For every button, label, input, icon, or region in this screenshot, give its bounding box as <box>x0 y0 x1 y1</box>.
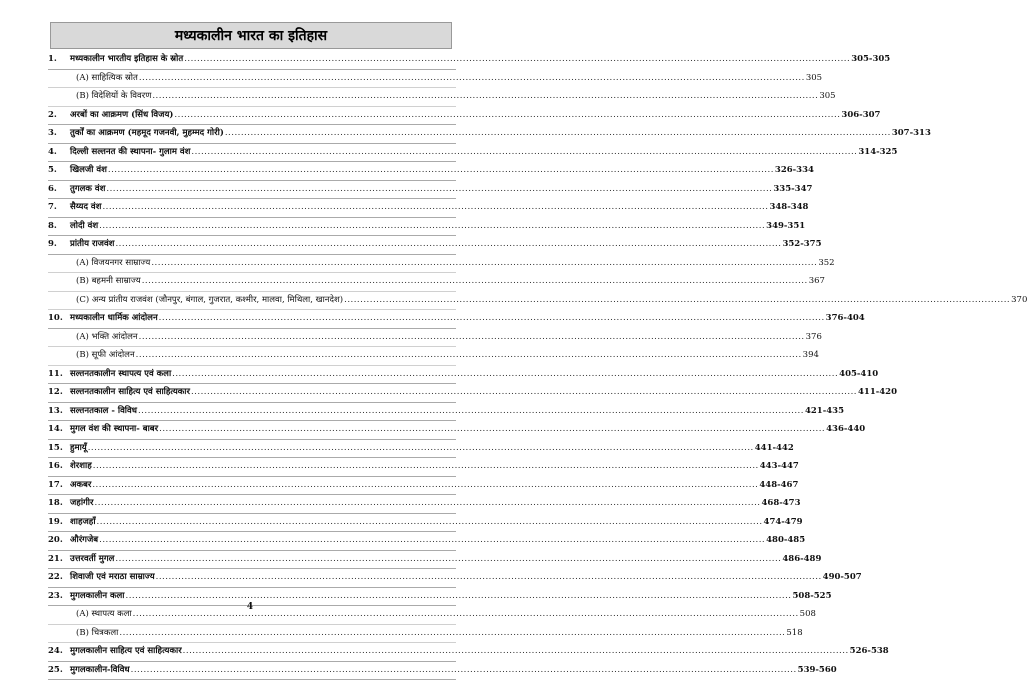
toc-entry-number: 8. <box>48 218 70 236</box>
toc-entry-pages: 539-560 <box>797 662 837 680</box>
dot-leader <box>106 181 772 199</box>
toc-entry-pages: 376 <box>805 329 822 347</box>
toc-entry <box>48 440 456 459</box>
toc-entry-label: (A) साहित्यिक स्रोत <box>76 70 139 88</box>
table-of-contents <box>48 51 456 680</box>
toc-entry-label: (B) सूफी आंदोलन <box>76 347 136 365</box>
toc-entry-pages: 314-325 <box>857 144 897 162</box>
toc-entry-number: 12. <box>48 384 70 402</box>
toc-entry-label: प्रांतीय राजवंश <box>70 236 115 254</box>
dot-leader <box>108 162 774 180</box>
toc-entry-label: शाहजहाँ <box>70 514 97 532</box>
toc-entry-number: 24. <box>48 643 70 661</box>
toc-entry-pages: 518 <box>785 625 802 643</box>
toc-entry-pages: 352 <box>817 255 834 273</box>
toc-entry-pages: 305 <box>818 88 835 106</box>
toc-entry-label: मुगलकालीन कला <box>70 588 126 606</box>
toc-entry-number: 9. <box>48 236 70 254</box>
dot-leader <box>97 514 763 532</box>
dot-leader <box>142 273 808 291</box>
toc-entry-label: दिल्ली सल्तनत की स्थापना- गुलाम वंश <box>70 144 191 162</box>
toc-entry-label: उत्तरवर्ती मुगल <box>70 551 115 569</box>
dot-leader <box>139 70 805 88</box>
dot-leader <box>95 495 761 513</box>
dot-leader <box>99 218 765 236</box>
toc-entry <box>48 366 456 385</box>
toc-entry <box>48 569 456 588</box>
dot-leader <box>184 51 850 69</box>
dot-leader <box>156 569 822 587</box>
toc-entry-label: अरबों का आक्रमण (सिंध विजय) <box>70 107 174 125</box>
toc-entry-number: 13. <box>48 403 70 421</box>
toc-entry-label: मुगलकालीन-विविध <box>70 662 131 680</box>
dot-leader <box>191 144 857 162</box>
toc-entry-label: (B) चित्रकला <box>76 625 119 643</box>
toc-entry-number: 23. <box>48 588 70 606</box>
toc-entry-label: खिलजी वंश <box>70 162 108 180</box>
toc-entry <box>48 421 456 440</box>
toc-subentry <box>48 292 456 311</box>
toc-entry <box>48 477 456 496</box>
toc-entry-label: (A) विजयनगर साम्राज्य <box>76 255 151 273</box>
toc-entry-pages: 526-538 <box>849 643 889 661</box>
dot-leader <box>152 88 818 106</box>
toc-entry-number: 15. <box>48 440 70 458</box>
page-title: मध्यकालीन भारत का इतिहास <box>50 22 452 49</box>
toc-entry-number: 3. <box>48 125 70 143</box>
toc-entry-label: औरंगजेब <box>70 532 99 550</box>
toc-entry <box>48 384 456 403</box>
toc-entry <box>48 162 456 181</box>
toc-entry-number: 1. <box>48 51 70 69</box>
toc-subentry <box>48 88 456 107</box>
toc-entry-pages: 367 <box>808 273 825 291</box>
toc-entry-pages: 394 <box>802 347 819 365</box>
toc-entry-pages: 474-479 <box>763 514 803 532</box>
toc-entry-number: 20. <box>48 532 70 550</box>
dot-leader <box>115 551 781 569</box>
toc-entry-label: हुमायूँ <box>70 440 88 458</box>
toc-entry <box>48 125 456 144</box>
toc-entry-pages: 370 <box>1010 292 1027 310</box>
toc-entry-number: 19. <box>48 514 70 532</box>
toc-entry-number: 2. <box>48 107 70 125</box>
toc-subentry <box>48 347 456 366</box>
dot-leader <box>99 532 765 550</box>
toc-entry <box>48 236 456 255</box>
toc-entry-pages: 490-507 <box>822 569 862 587</box>
toc-entry-number: 22. <box>48 569 70 587</box>
dot-leader <box>183 643 849 661</box>
toc-entry-pages: 352-375 <box>781 236 821 254</box>
toc-subentry <box>48 273 456 292</box>
toc-entry <box>48 551 456 570</box>
toc-entry-pages: 421-435 <box>804 403 844 421</box>
toc-entry-pages: 305 <box>805 70 822 88</box>
page-number: 4 <box>0 602 500 612</box>
dot-leader <box>93 458 759 476</box>
dot-leader <box>225 125 891 143</box>
toc-entry-pages: 486-489 <box>781 551 821 569</box>
toc-entry-pages: 349-351 <box>765 218 805 236</box>
toc-subentry <box>48 255 456 274</box>
toc-entry <box>48 181 456 200</box>
toc-entry-label: शेरशाह <box>70 458 93 476</box>
toc-entry <box>48 107 456 126</box>
toc-entry-number: 5. <box>48 162 70 180</box>
toc-entry-pages: 376-404 <box>825 310 865 328</box>
dot-leader <box>131 662 797 680</box>
toc-entry-label: तुगलक वंश <box>70 181 106 199</box>
toc-entry <box>48 458 456 477</box>
toc-entry <box>48 532 456 551</box>
toc-entry <box>48 643 456 662</box>
toc-entry-label: मुगलकालीन साहित्य एवं साहित्यकार <box>70 643 183 661</box>
toc-entry-pages: 448-467 <box>758 477 798 495</box>
toc-entry-pages: 348-348 <box>768 199 808 217</box>
toc-entry-number: 6. <box>48 181 70 199</box>
toc-entry-label: सल्तनतकाल - विविध <box>70 403 138 421</box>
dot-leader <box>344 292 1010 310</box>
toc-entry-label: सल्तनतकालीन स्थापत्य एवं कला <box>70 366 172 384</box>
toc-entry-label: सैय्यद वंश <box>70 199 102 217</box>
toc-entry <box>48 51 456 70</box>
dot-leader <box>172 366 838 384</box>
toc-entry <box>48 662 456 680</box>
toc-entry-number: 4. <box>48 144 70 162</box>
toc-entry-pages: 508 <box>799 606 816 624</box>
toc-entry-pages: 306-307 <box>840 107 880 125</box>
dot-leader <box>174 107 840 125</box>
toc-entry-number: 17. <box>48 477 70 495</box>
toc-entry <box>48 514 456 533</box>
toc-entry-number: 21. <box>48 551 70 569</box>
toc-subentry <box>48 625 456 644</box>
toc-entry-label: लोदी वंश <box>70 218 99 236</box>
dot-leader <box>119 625 785 643</box>
toc-entry <box>48 199 456 218</box>
dot-leader <box>159 310 825 328</box>
toc-entry-label: जहांगीर <box>70 495 95 513</box>
toc-entry-pages: 305-305 <box>850 51 890 69</box>
toc-entry-pages: 326-334 <box>774 162 814 180</box>
toc-entry-label: मध्यकालीन भारतीय इतिहास के स्रोत <box>70 51 184 69</box>
toc-entry-label: तुर्कों का आक्रमण (महमूद गजनवी, मुहम्मद गोरी) <box>70 125 225 143</box>
toc-entry-label: मध्यकालीन धार्मिक आंदोलन <box>70 310 159 328</box>
toc-entry-number: 16. <box>48 458 70 476</box>
toc-entry-pages: 411-420 <box>857 384 897 402</box>
toc-entry-number: 14. <box>48 421 70 439</box>
dot-leader <box>191 384 857 402</box>
toc-entry-label: (B) बहमनी साम्राज्य <box>76 273 142 291</box>
toc-entry <box>48 403 456 422</box>
toc-entry <box>48 144 456 163</box>
dot-leader <box>159 421 825 439</box>
toc-entry-pages: 508-525 <box>792 588 832 606</box>
toc-entry-pages: 480-485 <box>765 532 805 550</box>
toc-entry-pages: 468-473 <box>761 495 801 513</box>
toc-entry-number: 11. <box>48 366 70 384</box>
dot-leader <box>115 236 781 254</box>
toc-entry-label: सल्तनतकालीन साहित्य एवं साहित्यकार <box>70 384 191 402</box>
toc-entry <box>48 310 456 329</box>
toc-entry <box>48 495 456 514</box>
toc-entry-pages: 436-440 <box>825 421 865 439</box>
toc-entry-label: (B) विदेशियों के विवरण <box>76 88 152 106</box>
toc-entry-label: (A) भक्ति आंदोलन <box>76 329 139 347</box>
dot-leader <box>88 440 754 458</box>
toc-entry-number: 10. <box>48 310 70 328</box>
toc-entry-pages: 441-442 <box>754 440 794 458</box>
toc-entry-pages: 405-410 <box>838 366 878 384</box>
toc-entry-label: अकबर <box>70 477 92 495</box>
toc-entry-label: (A) स्थापत्य कला <box>76 606 133 624</box>
dot-leader <box>102 199 768 217</box>
toc-entry-number: 25. <box>48 662 70 680</box>
toc-entry-label: शिवाजी एवं मराठा साम्राज्य <box>70 569 156 587</box>
toc-entry-pages: 335-347 <box>772 181 812 199</box>
toc-entry-pages: 443-447 <box>759 458 799 476</box>
toc-entry-number: 18. <box>48 495 70 513</box>
dot-leader <box>151 255 817 273</box>
dot-leader <box>138 403 804 421</box>
toc-entry-pages: 307-313 <box>891 125 931 143</box>
dot-leader <box>136 347 802 365</box>
dot-leader <box>139 329 805 347</box>
toc-subentry <box>48 329 456 348</box>
toc-subentry <box>48 70 456 89</box>
dot-leader <box>92 477 758 495</box>
toc-entry-label: मुगल वंश की स्थापना- बाबर <box>70 421 159 439</box>
toc-entry-number: 7. <box>48 199 70 217</box>
toc-entry <box>48 218 456 237</box>
toc-entry-label: (C) अन्य प्रांतीय राजवंश (जौनपुर, बंगाल, गुजरात, कश्मीर, मालवा, मिथिला, खानदेश) <box>76 292 344 310</box>
